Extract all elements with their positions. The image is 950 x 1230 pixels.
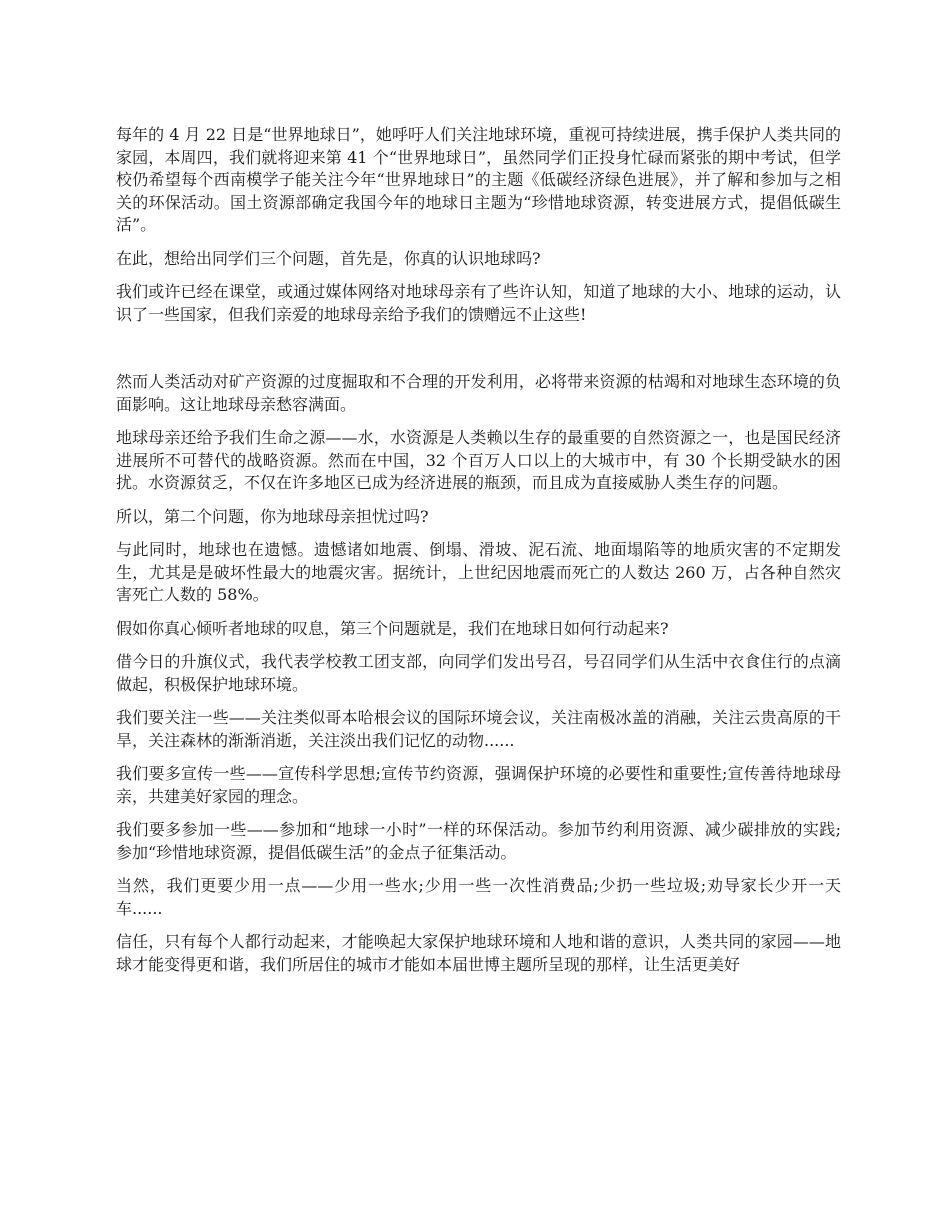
- paragraph-participate: 我们要多参加一些——参加和“地球一小时”一样的环保活动。参加节约利用资源、减少碳排放的实践;参加“珍惜地球资源，提倡低碳生活”的金点子征集活动。: [116, 820, 841, 862]
- paragraph-publicize: 我们要多宣传一些——宣传科学思想;宣传节约资源，强调保护环境的必要性和重要性;宣传善待地球母亲，共建美好家园的理念。: [116, 764, 841, 806]
- paragraph-mineral-resources: 然而人类活动对矿产资源的过度掘取和不合理的开发利用，必将带来资源的枯竭和对地球生态环境的负面影响。这让地球母亲愁容满面。: [116, 372, 841, 414]
- paragraph-question-two: 所以，第二个问题，你为地球母亲担忧过吗?: [116, 506, 429, 526]
- paragraph-gap: [116, 337, 841, 371]
- paragraph-question-one: 在此，想给出同学们三个问题，首先是，你真的认识地球吗?: [116, 248, 541, 268]
- paragraph-pay-attention: 我们要关注一些——关注类似哥本哈根会议的国际环境会议，关注南极冰盖的消融，关注云贵高原的干旱，关注森林的渐渐消逝，关注淡出我们记忆的动物......: [116, 708, 841, 750]
- paragraph-earth-knowledge: 我们或许已经在课堂，或通过媒体网络对地球母亲有了些许认知，知道了地球的大小、地球的运动，认识了一些国家，但我们亲爱的地球母亲给予我们的馈赠远不止这些!: [116, 282, 841, 324]
- document-body: [116, 124, 841, 987]
- paragraph-use-less: 当然，我们更要少用一点——少用一些水;少用一些一次性消费品;少扔一些垃圾;劝导家长少开一天车......: [116, 876, 841, 918]
- paragraph-conclusion: 信任，只有每个人都行动起来，才能唤起大家保护地球环境和人地和谐的意识，人类共同的家园——地球才能变得更和谐，我们所居住的城市才能如本届世博主题所呈现的那样，让生活更美好: [116, 932, 841, 974]
- paragraph-earth-day-intro: 每年的 4 月 22 日是“世界地球日”，她呼吁人们关注地球环境，重视可持续进展，携手保护人类共同的家园，本周四，我们就将迎来第 41 个“世界地球日”，虽然同学们正投身忙碌而紧张的期中考试，但学校仍希望每个西南模学子能关注今年“世界地球日”的主题《低碳经济绿色进展》，并了解和参加与之相关的环保活动。国土资源部确定我国今年的地球日主题为“珍惜地球资源，转变进展方式，提倡低碳生活”。: [116, 125, 841, 234]
- paragraph-geological-disasters: 与此同时，地球也在遗憾。遗憾诸如地震、倒塌、滑坡、泥石流、地面塌陷等的地质灾害的不定期发生，尤其是是破坏性最大的地震灾害。据统计，上世纪因地震而死亡的人数达 260 万，占各种自然灾害死亡人数的 58%。: [116, 540, 841, 604]
- paragraph-question-three: 假如你真心倾听者地球的叹息，第三个问题就是，我们在地球日如何行动起来?: [116, 618, 669, 638]
- paragraph-call-to-action: 借今日的升旗仪式，我代表学校教工团支部，向同学们发出号召，号召同学们从生活中衣食住行的点滴做起，积极保护地球环境。: [116, 652, 841, 694]
- paragraph-water-resources: 地球母亲还给予我们生命之源——水，水资源是人类赖以生存的最重要的自然资源之一，也是国民经济进展所不可替代的战略资源。然而在中国，32 个百万人口以上的大城市中，有 30 个长期受缺水的困扰。水资源贫乏，不仅在许多地区已成为经济进展的瓶颈，而且成为直接威胁人类生存的问题。: [116, 428, 841, 492]
